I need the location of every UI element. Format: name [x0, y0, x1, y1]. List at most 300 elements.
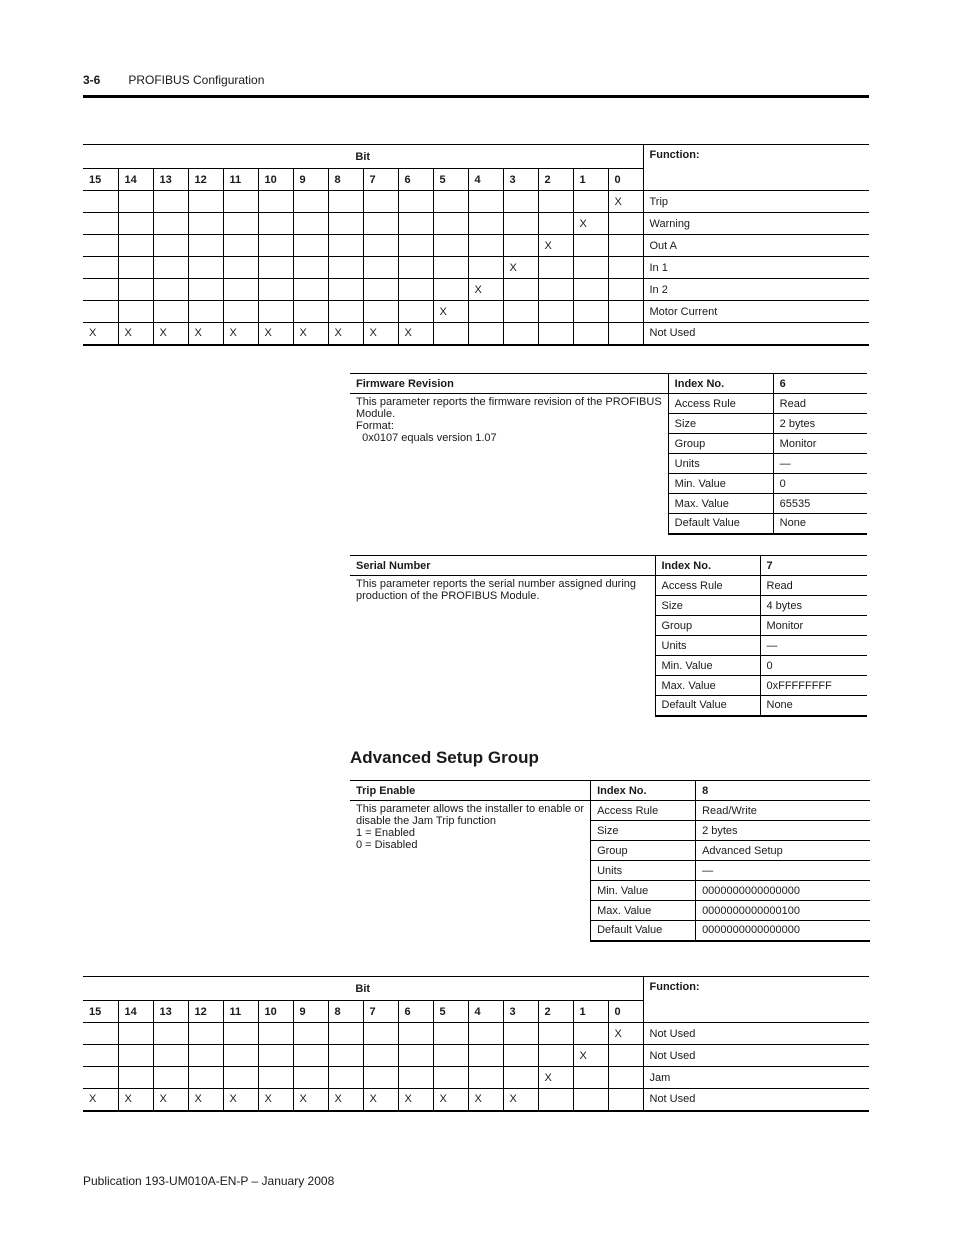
- bit-mark: [223, 1045, 258, 1067]
- param-value: 0000000000000000: [696, 921, 870, 941]
- bit-mark: [573, 323, 608, 345]
- param-key: Units: [591, 861, 696, 881]
- param-value: —: [760, 636, 867, 656]
- bit-mark: [538, 301, 573, 323]
- bit-mark: [328, 235, 363, 257]
- description-line: 1 = Enabled: [356, 827, 416, 839]
- bit-mark: X: [468, 1089, 503, 1111]
- param-title: Trip Enable: [350, 781, 591, 801]
- bit-mark: [363, 1045, 398, 1067]
- param-key: Group: [655, 616, 760, 636]
- bit-mark: [573, 279, 608, 301]
- bit-mark: [503, 1023, 538, 1045]
- param-key: Min. Value: [591, 881, 696, 901]
- bit-mark: X: [573, 213, 608, 235]
- bit-mark: [573, 1089, 608, 1111]
- bit-number: 13: [153, 169, 188, 191]
- bit-mark: [573, 301, 608, 323]
- bit-mark: [468, 1023, 503, 1045]
- bit-label: Bit: [83, 977, 643, 1001]
- bit-mark: [293, 279, 328, 301]
- bit-number: 7: [363, 1001, 398, 1023]
- bit-mark: [258, 1045, 293, 1067]
- bit-function: Not Used: [643, 323, 869, 345]
- bit-mark: X: [328, 323, 363, 345]
- bit-mark: [433, 235, 468, 257]
- bit-mark: X: [188, 323, 223, 345]
- bit-mark: [293, 191, 328, 213]
- page-header: [83, 73, 264, 87]
- bit-mark: X: [398, 1089, 433, 1111]
- bit-mark: [153, 235, 188, 257]
- bit-function: In 2: [643, 279, 869, 301]
- bit-mark: [433, 1045, 468, 1067]
- description-line: 0 = Disabled: [356, 839, 418, 851]
- param-description: [350, 801, 591, 941]
- bit-mark: [293, 1023, 328, 1045]
- bit-mark: [363, 191, 398, 213]
- bit-number: 3: [503, 1001, 538, 1023]
- bit-mark: [293, 301, 328, 323]
- param-key: Size: [655, 596, 760, 616]
- param-title-row: [350, 374, 867, 394]
- bit-row: [83, 1045, 869, 1067]
- bit-mark: [363, 1023, 398, 1045]
- bit-mark: [118, 1023, 153, 1045]
- bit-mark: [468, 257, 503, 279]
- description-line: disable the Jam Trip function: [356, 815, 497, 827]
- description-line: This parameter reports the serial number assigned during: [356, 578, 637, 590]
- bit-mark: [258, 213, 293, 235]
- bit-mark: [258, 1023, 293, 1045]
- bit-mark: [433, 1067, 468, 1089]
- bit-number: 10: [258, 169, 293, 191]
- bit-mark: [83, 257, 118, 279]
- bit-number: 14: [118, 1001, 153, 1023]
- bit-mark: [223, 301, 258, 323]
- bit-mark: X: [503, 1089, 538, 1111]
- param-description: [350, 394, 668, 534]
- bit-mark: [538, 1023, 573, 1045]
- bit-mark: [538, 1045, 573, 1067]
- bit-mark: [398, 1045, 433, 1067]
- bit-mark: [608, 323, 643, 345]
- description-line: production of the PROFIBUS Module.: [356, 590, 540, 602]
- bit-mark: [573, 1023, 608, 1045]
- bit-number: 2: [538, 169, 573, 191]
- bit-mark: [608, 257, 643, 279]
- bit-mark: [188, 235, 223, 257]
- bit-mark: X: [83, 1089, 118, 1111]
- bit-mark: [468, 1067, 503, 1089]
- param-key: Units: [668, 454, 773, 474]
- bit-mark: [468, 235, 503, 257]
- bit-mark: [468, 191, 503, 213]
- bit-mark: [468, 213, 503, 235]
- bit-mark: [118, 235, 153, 257]
- bit-mark: [83, 1023, 118, 1045]
- param-row: [350, 801, 870, 821]
- bit-number: 8: [328, 1001, 363, 1023]
- bit-mark: [398, 213, 433, 235]
- bit-mark: [153, 1045, 188, 1067]
- bit-number: 8: [328, 169, 363, 191]
- bit-row: [83, 1089, 869, 1111]
- bit-row: [83, 213, 869, 235]
- bit-mark: [83, 1045, 118, 1067]
- bit-table-trip-enable: [83, 976, 869, 1112]
- bit-mark: X: [223, 323, 258, 345]
- param-key: Access Rule: [591, 801, 696, 821]
- bit-mark: [153, 191, 188, 213]
- bit-mark: [153, 213, 188, 235]
- param-value: Advanced Setup: [696, 841, 870, 861]
- param-value: 2 bytes: [696, 821, 870, 841]
- bit-mark: [153, 279, 188, 301]
- bit-mark: [293, 1045, 328, 1067]
- bit-mark: [328, 301, 363, 323]
- bit-mark: [608, 1045, 643, 1067]
- bit-mark: [363, 1067, 398, 1089]
- bit-mark: [118, 1045, 153, 1067]
- bit-mark: [223, 1067, 258, 1089]
- bit-mark: X: [363, 1089, 398, 1111]
- bit-mark: X: [293, 323, 328, 345]
- bit-mark: [398, 279, 433, 301]
- bit-mark: [83, 279, 118, 301]
- bit-mark: X: [363, 323, 398, 345]
- bit-number: 11: [223, 169, 258, 191]
- bit-mark: X: [188, 1089, 223, 1111]
- bit-mark: [468, 1045, 503, 1067]
- bit-mark: [118, 191, 153, 213]
- bit-mark: [83, 191, 118, 213]
- param-value: None: [760, 696, 867, 716]
- bit-mark: X: [83, 323, 118, 345]
- bit-number: 5: [433, 169, 468, 191]
- bit-mark: [608, 301, 643, 323]
- function-header: Function:: [643, 145, 869, 191]
- bit-mark: [223, 279, 258, 301]
- bit-mark: [468, 323, 503, 345]
- bit-mark: [83, 235, 118, 257]
- bit-mark: [608, 235, 643, 257]
- param-value: —: [696, 861, 870, 881]
- bit-number: 0: [608, 169, 643, 191]
- bit-function: Not Used: [643, 1089, 869, 1111]
- bit-number: 7: [363, 169, 398, 191]
- param-value: —: [773, 454, 867, 474]
- param-key: Units: [655, 636, 760, 656]
- bit-mark: X: [258, 1089, 293, 1111]
- bit-mark: X: [608, 191, 643, 213]
- bit-mark: [118, 257, 153, 279]
- bit-mark: [293, 1067, 328, 1089]
- bit-number: 4: [468, 169, 503, 191]
- bit-mark: X: [153, 323, 188, 345]
- bit-mark: [83, 213, 118, 235]
- param-title: Serial Number: [350, 556, 655, 576]
- index-value: 8: [696, 781, 870, 801]
- index-value: 7: [760, 556, 867, 576]
- param-key: Size: [668, 414, 773, 434]
- bit-mark: [118, 213, 153, 235]
- param-value: 0000000000000100: [696, 901, 870, 921]
- bit-mark: [188, 191, 223, 213]
- param-value: Read/Write: [696, 801, 870, 821]
- bit-mark: [398, 257, 433, 279]
- bit-mark: [468, 301, 503, 323]
- bit-row: [83, 257, 869, 279]
- description-line: This parameter reports the firmware revision of the PROFIBUS: [356, 396, 662, 408]
- bit-function: In 1: [643, 257, 869, 279]
- bit-mark: [258, 191, 293, 213]
- bit-number: 10: [258, 1001, 293, 1023]
- param-table-serial-number: [350, 555, 867, 717]
- bit-mark: X: [433, 301, 468, 323]
- bit-mark: X: [328, 1089, 363, 1111]
- bit-mark: [433, 1023, 468, 1045]
- bit-number: 4: [468, 1001, 503, 1023]
- bit-table-status: [83, 144, 869, 346]
- function-header: Function:: [643, 977, 869, 1023]
- bit-row: [83, 301, 869, 323]
- bit-mark: [363, 301, 398, 323]
- description-line: This parameter allows the installer to enable or: [356, 803, 585, 815]
- param-title-row: [350, 556, 867, 576]
- bit-number: 0: [608, 1001, 643, 1023]
- bit-mark: [538, 1089, 573, 1111]
- param-title: Firmware Revision: [350, 374, 668, 394]
- bit-mark: X: [468, 279, 503, 301]
- bit-function: Trip: [643, 191, 869, 213]
- bit-mark: [538, 191, 573, 213]
- bit-mark: [223, 257, 258, 279]
- bit-mark: [328, 1045, 363, 1067]
- bit-label-row: [83, 145, 869, 169]
- param-row: [350, 394, 867, 414]
- bit-mark: X: [573, 1045, 608, 1067]
- bit-mark: X: [608, 1023, 643, 1045]
- param-key: Size: [591, 821, 696, 841]
- param-key: Max. Value: [591, 901, 696, 921]
- bit-mark: X: [118, 323, 153, 345]
- bit-mark: [153, 1023, 188, 1045]
- bit-number: 15: [83, 1001, 118, 1023]
- bit-mark: [258, 279, 293, 301]
- bit-mark: [258, 1067, 293, 1089]
- bit-mark: [223, 235, 258, 257]
- bit-function: Jam: [643, 1067, 869, 1089]
- bit-mark: [573, 257, 608, 279]
- bit-mark: [363, 235, 398, 257]
- bit-number: 11: [223, 1001, 258, 1023]
- bit-function: Warning: [643, 213, 869, 235]
- bit-mark: [573, 191, 608, 213]
- bit-mark: [188, 1045, 223, 1067]
- bit-mark: [503, 279, 538, 301]
- bit-mark: [398, 235, 433, 257]
- index-value: 6: [773, 374, 867, 394]
- bit-number: 1: [573, 1001, 608, 1023]
- bit-mark: [223, 191, 258, 213]
- index-label: Index No.: [591, 781, 696, 801]
- bit-number: 1: [573, 169, 608, 191]
- param-table-trip-enable: [350, 780, 870, 942]
- bit-mark: [433, 279, 468, 301]
- description-line: 0x0107 equals version 1.07: [356, 432, 497, 444]
- bit-number: 15: [83, 169, 118, 191]
- param-key: Default Value: [668, 514, 773, 534]
- bit-mark: X: [118, 1089, 153, 1111]
- bit-number: 12: [188, 169, 223, 191]
- bit-mark: [503, 213, 538, 235]
- bit-mark: [363, 257, 398, 279]
- bit-mark: [503, 191, 538, 213]
- bit-mark: [608, 1089, 643, 1111]
- bit-mark: [538, 257, 573, 279]
- bit-mark: [433, 191, 468, 213]
- param-key: Group: [591, 841, 696, 861]
- bit-mark: X: [398, 323, 433, 345]
- page-number: 3-6: [83, 73, 101, 87]
- bit-mark: [503, 301, 538, 323]
- index-label: Index No.: [668, 374, 773, 394]
- bit-row: [83, 191, 869, 213]
- bit-mark: [258, 301, 293, 323]
- bit-mark: [608, 213, 643, 235]
- bit-number: 3: [503, 169, 538, 191]
- bit-number: 2: [538, 1001, 573, 1023]
- bit-mark: [398, 1023, 433, 1045]
- bit-mark: [433, 213, 468, 235]
- bit-mark: [153, 1067, 188, 1089]
- param-value: 0: [773, 474, 867, 494]
- bit-mark: [118, 1067, 153, 1089]
- bit-mark: [118, 279, 153, 301]
- param-key: Min. Value: [655, 656, 760, 676]
- bit-mark: X: [433, 1089, 468, 1111]
- param-value: 4 bytes: [760, 596, 867, 616]
- bit-label-row: [83, 977, 869, 1001]
- bit-row: [83, 235, 869, 257]
- param-key: Default Value: [655, 696, 760, 716]
- bit-mark: [188, 213, 223, 235]
- bit-mark: [433, 257, 468, 279]
- bit-mark: [503, 1045, 538, 1067]
- bit-mark: [398, 301, 433, 323]
- bit-mark: [363, 279, 398, 301]
- index-label: Index No.: [655, 556, 760, 576]
- param-value: Monitor: [760, 616, 867, 636]
- bit-mark: [328, 213, 363, 235]
- bit-function: Out A: [643, 235, 869, 257]
- param-description: [350, 576, 655, 716]
- bit-function: Not Used: [643, 1045, 869, 1067]
- publication-footer: Publication 193-UM010A-EN-P – January 2008: [83, 1174, 335, 1188]
- bit-mark: [293, 257, 328, 279]
- bit-mark: [223, 213, 258, 235]
- bit-mark: [433, 323, 468, 345]
- bit-function: Motor Current: [643, 301, 869, 323]
- bit-row: [83, 1067, 869, 1089]
- bit-mark: [608, 1067, 643, 1089]
- param-key: Min. Value: [668, 474, 773, 494]
- bit-row: [83, 1023, 869, 1045]
- bit-mark: [83, 1067, 118, 1089]
- bit-row: [83, 323, 869, 345]
- bit-number: 6: [398, 169, 433, 191]
- bit-mark: X: [223, 1089, 258, 1111]
- bit-mark: [188, 279, 223, 301]
- bit-mark: [398, 1067, 433, 1089]
- param-row: [350, 576, 867, 596]
- bit-mark: [538, 213, 573, 235]
- param-key: Max. Value: [668, 494, 773, 514]
- bit-number: 9: [293, 169, 328, 191]
- bit-number: 13: [153, 1001, 188, 1023]
- bit-mark: [153, 301, 188, 323]
- bit-mark: X: [503, 257, 538, 279]
- param-key: Access Rule: [655, 576, 760, 596]
- bit-mark: [328, 257, 363, 279]
- bit-number: 5: [433, 1001, 468, 1023]
- bit-mark: [188, 257, 223, 279]
- bit-mark: [293, 213, 328, 235]
- param-value: 0xFFFFFFFF: [760, 676, 867, 696]
- bit-mark: [328, 1023, 363, 1045]
- param-value: Monitor: [773, 434, 867, 454]
- param-value: 2 bytes: [773, 414, 867, 434]
- bit-mark: [503, 1067, 538, 1089]
- bit-mark: [503, 235, 538, 257]
- bit-mark: [573, 235, 608, 257]
- header-rule: [83, 95, 869, 98]
- bit-mark: [538, 323, 573, 345]
- bit-mark: [363, 213, 398, 235]
- param-value: Read: [760, 576, 867, 596]
- param-value: Read: [773, 394, 867, 414]
- bit-mark: [188, 301, 223, 323]
- bit-number: 6: [398, 1001, 433, 1023]
- param-title-row: [350, 781, 870, 801]
- bit-mark: X: [153, 1089, 188, 1111]
- param-key: Access Rule: [668, 394, 773, 414]
- bit-number: 12: [188, 1001, 223, 1023]
- bit-mark: [608, 279, 643, 301]
- section-title: PROFIBUS Configuration: [128, 73, 265, 87]
- bit-mark: [573, 1067, 608, 1089]
- bit-mark: [538, 279, 573, 301]
- param-key: Default Value: [591, 921, 696, 941]
- bit-mark: [258, 235, 293, 257]
- section-heading-advanced-setup: Advanced Setup Group: [350, 748, 539, 767]
- bit-number: 9: [293, 1001, 328, 1023]
- bit-mark: [188, 1023, 223, 1045]
- param-value: 0: [760, 656, 867, 676]
- bit-mark: [153, 257, 188, 279]
- bit-mark: [223, 1023, 258, 1045]
- bit-number: 14: [118, 169, 153, 191]
- bit-mark: [188, 1067, 223, 1089]
- param-key: Group: [668, 434, 773, 454]
- bit-function: Not Used: [643, 1023, 869, 1045]
- bit-mark: [328, 191, 363, 213]
- description-line: Format:: [356, 420, 394, 432]
- bit-label: Bit: [83, 145, 643, 169]
- bit-mark: [118, 301, 153, 323]
- bit-mark: [328, 1067, 363, 1089]
